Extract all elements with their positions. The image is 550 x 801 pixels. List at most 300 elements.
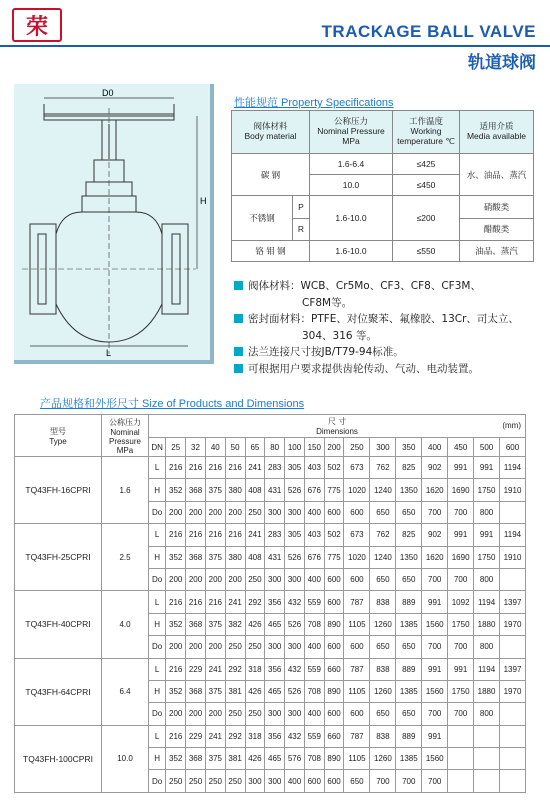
value-cell: 318 <box>245 658 265 680</box>
type-cell: TQ43FH-100CPRI <box>15 725 102 792</box>
value-cell: 673 <box>344 457 370 479</box>
media-cell: 硝酸类 醋酸类 <box>460 196 534 241</box>
value-cell: 559 <box>304 658 324 680</box>
dn-cell: 40 <box>205 438 225 457</box>
page-title-en: TRACKAGE BALL VALVE <box>321 22 536 41</box>
value-cell: 216 <box>225 457 245 479</box>
value-cell: 400 <box>304 568 324 590</box>
value-cell: 1690 <box>448 479 474 501</box>
type-cell: TQ43FH-16CPRI <box>15 457 102 524</box>
h-label: H <box>200 196 207 206</box>
value-cell: 229 <box>186 658 206 680</box>
feature-list <box>234 278 519 377</box>
value-cell: 526 <box>285 680 305 702</box>
company-logo: 荣 <box>12 8 62 42</box>
value-cell: 800 <box>474 636 500 658</box>
value-cell: 216 <box>186 524 206 546</box>
value-cell: 300 <box>265 703 285 725</box>
value-cell: 426 <box>245 613 265 635</box>
row-label: H <box>149 546 166 568</box>
value-cell: 216 <box>186 457 206 479</box>
value-cell: 902 <box>422 524 448 546</box>
value-cell: 200 <box>166 703 186 725</box>
value-cell: 600 <box>344 568 370 590</box>
value-cell: 650 <box>344 770 370 792</box>
value-cell: 368 <box>186 546 206 568</box>
value-cell: 1385 <box>396 748 422 770</box>
value-cell: 368 <box>186 748 206 770</box>
dn-cell: 25 <box>166 438 186 457</box>
value-cell: 708 <box>304 613 324 635</box>
value-cell: 300 <box>265 501 285 523</box>
value-cell: 292 <box>245 591 265 613</box>
value-cell: 352 <box>166 748 186 770</box>
type-cell: TQ43FH-64CPRI <box>15 658 102 725</box>
value-cell: 426 <box>245 748 265 770</box>
dn-cell: 65 <box>245 438 265 457</box>
value-cell <box>500 748 526 770</box>
value-cell: 216 <box>166 591 186 613</box>
value-cell <box>474 725 500 747</box>
dn-cell: 80 <box>265 438 285 457</box>
value-cell: 300 <box>285 568 305 590</box>
value-cell: 200 <box>205 703 225 725</box>
value-cell: 787 <box>344 591 370 613</box>
value-cell: 241 <box>245 524 265 546</box>
value-cell: 229 <box>186 725 206 747</box>
list-item: 法兰连接尺寸按JB/T79-94标准。 <box>234 344 519 361</box>
value-cell: 1910 <box>500 546 526 568</box>
value-cell: 700 <box>422 770 448 792</box>
table-row <box>15 725 526 747</box>
value-cell: 1260 <box>370 748 396 770</box>
dn-cell: 600 <box>500 438 526 457</box>
value-cell: 991 <box>474 457 500 479</box>
pressure-cell: 1.6-10.0 <box>310 196 393 241</box>
temp-cell: ≤550 <box>393 241 460 262</box>
prop-header-pressure: 公称压力 Nominal Pressure MPa <box>310 111 393 154</box>
value-cell: 1750 <box>474 546 500 568</box>
value-cell: 465 <box>265 680 285 702</box>
dn-cell: 150 <box>304 438 324 457</box>
row-label: L <box>149 457 166 479</box>
valve-drawing <box>14 84 210 360</box>
value-cell: 890 <box>324 680 344 702</box>
value-cell: 380 <box>225 479 245 501</box>
dn-cell: 350 <box>396 438 422 457</box>
value-cell: 559 <box>304 725 324 747</box>
value-cell: 352 <box>166 680 186 702</box>
value-cell: 200 <box>186 501 206 523</box>
type-header: 型号 Type <box>15 415 102 457</box>
value-cell: 200 <box>166 568 186 590</box>
value-cell: 305 <box>285 524 305 546</box>
list-item: 304、316 等。 <box>302 329 377 342</box>
value-cell: 375 <box>205 613 225 635</box>
value-cell: 825 <box>396 524 422 546</box>
value-cell: 375 <box>205 479 225 501</box>
value-cell <box>500 770 526 792</box>
row-label: L <box>149 524 166 546</box>
bullet-icon <box>234 364 243 373</box>
row-label: Do <box>149 501 166 523</box>
list-item: 密封面材料：PTFE、对位聚苯、氟橡胶、13Cr、司太立、 <box>234 311 519 328</box>
value-cell: 600 <box>324 501 344 523</box>
value-cell: 1194 <box>474 658 500 680</box>
value-cell: 1880 <box>474 680 500 702</box>
value-cell: 1750 <box>474 479 500 501</box>
value-cell: 300 <box>265 770 285 792</box>
value-cell: 700 <box>448 703 474 725</box>
material-carbon: 碳 钢 <box>232 154 310 196</box>
value-cell: 1560 <box>422 613 448 635</box>
value-cell <box>474 748 500 770</box>
value-cell: 700 <box>422 636 448 658</box>
value-cell: 700 <box>422 501 448 523</box>
value-cell: 408 <box>245 546 265 568</box>
value-cell: 1385 <box>396 613 422 635</box>
row-label: Do <box>149 636 166 658</box>
value-cell: 356 <box>265 591 285 613</box>
dn-cell: 32 <box>186 438 206 457</box>
value-cell: 700 <box>448 501 474 523</box>
property-section-title: 性能规范 Property Specifications <box>234 97 394 109</box>
value-cell: 700 <box>422 568 448 590</box>
value-cell: 1350 <box>396 546 422 568</box>
value-cell <box>500 501 526 523</box>
value-cell: 700 <box>370 770 396 792</box>
value-cell: 1750 <box>448 613 474 635</box>
dn-cell: 450 <box>448 438 474 457</box>
value-cell: 600 <box>324 568 344 590</box>
value-cell: 1240 <box>370 479 396 501</box>
property-table <box>231 110 534 262</box>
dn-cell: 100 <box>285 438 305 457</box>
value-cell: 889 <box>396 725 422 747</box>
value-cell: 381 <box>225 680 245 702</box>
value-cell <box>500 725 526 747</box>
value-cell: 762 <box>370 524 396 546</box>
value-cell: 526 <box>285 613 305 635</box>
value-cell: 676 <box>304 546 324 568</box>
value-cell: 200 <box>205 501 225 523</box>
value-cell: 216 <box>205 524 225 546</box>
value-cell: 1970 <box>500 613 526 635</box>
value-cell <box>500 568 526 590</box>
value-cell: 762 <box>370 457 396 479</box>
value-cell: 200 <box>205 568 225 590</box>
dimensions-header: 尺 寸 Dimensions (mm) <box>149 415 526 438</box>
value-cell: 250 <box>245 568 265 590</box>
value-cell: 1910 <box>500 479 526 501</box>
value-cell: 403 <box>304 457 324 479</box>
value-cell: 991 <box>422 658 448 680</box>
value-cell: 250 <box>225 636 245 658</box>
value-cell: 216 <box>166 725 186 747</box>
list-item: 阀体材料：WCB、Cr5Mo、CF3、CF8、CF3M、 <box>234 278 519 295</box>
value-cell <box>500 636 526 658</box>
value-cell <box>474 770 500 792</box>
value-cell: 283 <box>265 524 285 546</box>
value-cell: 1397 <box>500 591 526 613</box>
value-cell: 382 <box>225 613 245 635</box>
value-cell: 200 <box>166 636 186 658</box>
value-cell: 991 <box>448 658 474 680</box>
value-cell: 375 <box>205 546 225 568</box>
value-cell: 1620 <box>422 546 448 568</box>
value-cell: 650 <box>370 501 396 523</box>
row-label: Do <box>149 770 166 792</box>
value-cell: 700 <box>448 636 474 658</box>
value-cell: 305 <box>285 457 305 479</box>
value-cell: 250 <box>245 703 265 725</box>
temp-cell: ≤450 <box>393 175 460 196</box>
value-cell: 708 <box>304 748 324 770</box>
value-cell: 352 <box>166 613 186 635</box>
pressure-cell: 10.0 <box>310 175 393 196</box>
value-cell: 400 <box>285 770 305 792</box>
material-alloy: 铬 钼 钢 <box>232 241 310 262</box>
value-cell: 890 <box>324 748 344 770</box>
table-row <box>15 591 526 613</box>
value-cell: 1750 <box>448 680 474 702</box>
value-cell: 600 <box>304 770 324 792</box>
page-title-cn: 轨道球阀 <box>468 53 536 73</box>
value-cell: 787 <box>344 725 370 747</box>
value-cell: 1240 <box>370 546 396 568</box>
value-cell: 559 <box>304 591 324 613</box>
value-cell: 650 <box>396 636 422 658</box>
value-cell: 700 <box>448 568 474 590</box>
value-cell: 250 <box>166 770 186 792</box>
value-cell: 991 <box>474 524 500 546</box>
material-stainless: 不锈钢 P R <box>232 196 310 241</box>
bullet-icon <box>234 281 243 290</box>
value-cell: 1092 <box>448 591 474 613</box>
value-cell: 250 <box>225 703 245 725</box>
value-cell: 431 <box>265 546 285 568</box>
value-cell: 1194 <box>500 457 526 479</box>
value-cell: 800 <box>474 501 500 523</box>
value-cell: 889 <box>396 658 422 680</box>
dn-cell: 500 <box>474 438 500 457</box>
value-cell <box>448 770 474 792</box>
value-cell: 465 <box>265 613 285 635</box>
value-cell: 375 <box>205 680 225 702</box>
row-label: Do <box>149 568 166 590</box>
value-cell: 426 <box>245 680 265 702</box>
value-cell: 200 <box>166 501 186 523</box>
value-cell: 600 <box>324 770 344 792</box>
temp-cell: ≤200 <box>393 196 460 241</box>
value-cell: 1385 <box>396 680 422 702</box>
value-cell: 991 <box>422 591 448 613</box>
value-cell: 352 <box>166 546 186 568</box>
type-cell: TQ43FH-40CPRI <box>15 591 102 658</box>
value-cell: 1194 <box>500 524 526 546</box>
pressure-cell: 2.5 <box>102 524 149 591</box>
value-cell: 216 <box>166 457 186 479</box>
row-label: L <box>149 725 166 747</box>
value-cell: 838 <box>370 658 396 680</box>
value-cell: 292 <box>225 725 245 747</box>
value-cell: 216 <box>166 524 186 546</box>
value-cell: 1880 <box>474 613 500 635</box>
value-cell: 526 <box>285 479 305 501</box>
pressure-header: 公称压力 Nominal Pressure MPa <box>102 415 149 457</box>
value-cell: 250 <box>225 770 245 792</box>
value-cell: 1560 <box>422 748 448 770</box>
value-cell: 890 <box>324 613 344 635</box>
value-cell: 250 <box>205 770 225 792</box>
value-cell: 600 <box>324 636 344 658</box>
value-cell: 200 <box>205 636 225 658</box>
value-cell: 650 <box>370 568 396 590</box>
value-cell: 526 <box>285 546 305 568</box>
row-label: H <box>149 680 166 702</box>
value-cell: 375 <box>205 748 225 770</box>
value-cell: 200 <box>225 568 245 590</box>
value-cell: 889 <box>396 591 422 613</box>
value-cell <box>500 703 526 725</box>
value-cell <box>448 748 474 770</box>
value-cell: 300 <box>265 568 285 590</box>
value-cell: 1105 <box>344 748 370 770</box>
value-cell: 1397 <box>500 658 526 680</box>
value-cell: 600 <box>324 703 344 725</box>
row-label: H <box>149 479 166 501</box>
dn-label: DN <box>149 438 166 457</box>
value-cell: 241 <box>205 658 225 680</box>
dn-cell: 250 <box>344 438 370 457</box>
dn-cell: 300 <box>370 438 396 457</box>
row-label: H <box>149 613 166 635</box>
temp-cell: ≤425 <box>393 154 460 175</box>
value-cell: 576 <box>285 748 305 770</box>
pressure-cell: 1.6 <box>102 457 149 524</box>
value-cell: 403 <box>304 524 324 546</box>
value-cell: 368 <box>186 680 206 702</box>
prop-header-temperature: 工作温度 Working temperature ℃ <box>393 111 460 154</box>
media-cell: 水、油品、蒸汽 <box>460 154 534 196</box>
list-item: 可根据用户要求提供齿轮传动、气动、电动装置。 <box>234 361 519 378</box>
bullet-icon <box>234 314 243 323</box>
value-cell: 502 <box>324 524 344 546</box>
prop-header-media: 适用介质 Media available <box>460 111 534 154</box>
value-cell: 408 <box>245 479 265 501</box>
row-label: Do <box>149 703 166 725</box>
dn-cell: 50 <box>225 438 245 457</box>
pressure-cell: 4.0 <box>102 591 149 658</box>
value-cell: 200 <box>186 636 206 658</box>
value-cell: 991 <box>448 524 474 546</box>
value-cell: 650 <box>396 568 422 590</box>
value-cell: 432 <box>285 591 305 613</box>
value-cell: 1020 <box>344 479 370 501</box>
table-row <box>15 457 526 479</box>
value-cell: 250 <box>245 636 265 658</box>
value-cell: 600 <box>344 703 370 725</box>
bullet-icon <box>234 347 243 356</box>
value-cell: 216 <box>225 524 245 546</box>
type-cell: TQ43FH-25CPRI <box>15 524 102 591</box>
value-cell: 1105 <box>344 613 370 635</box>
value-cell: 250 <box>186 770 206 792</box>
dn-cell: 200 <box>324 438 344 457</box>
value-cell: 838 <box>370 725 396 747</box>
d0-label: D0 <box>102 88 114 98</box>
value-cell: 200 <box>186 568 206 590</box>
media-cell: 油品、蒸汽 <box>460 241 534 262</box>
value-cell: 283 <box>265 457 285 479</box>
header-rule <box>0 45 550 47</box>
value-cell: 676 <box>304 479 324 501</box>
value-cell: 1560 <box>422 680 448 702</box>
value-cell: 356 <box>265 658 285 680</box>
value-cell: 250 <box>245 501 265 523</box>
value-cell: 775 <box>324 546 344 568</box>
value-cell: 1105 <box>344 680 370 702</box>
value-cell: 241 <box>245 457 265 479</box>
prop-header-material: 阀体材料 Body material <box>232 111 310 154</box>
value-cell: 431 <box>265 479 285 501</box>
value-cell: 650 <box>396 501 422 523</box>
row-label: L <box>149 591 166 613</box>
value-cell: 200 <box>225 501 245 523</box>
value-cell: 1194 <box>474 591 500 613</box>
l-label: L <box>106 348 112 358</box>
value-cell: 352 <box>166 479 186 501</box>
value-cell: 400 <box>304 501 324 523</box>
value-cell: 200 <box>186 703 206 725</box>
value-cell: 991 <box>448 457 474 479</box>
pressure-cell: 1.6-10.0 <box>310 241 393 262</box>
list-item: CF8M等。 <box>302 296 353 309</box>
dimensions-table <box>14 414 526 793</box>
value-cell: 502 <box>324 457 344 479</box>
valve-drawing-panel <box>14 84 214 364</box>
value-cell: 708 <box>304 680 324 702</box>
value-cell: 787 <box>344 658 370 680</box>
value-cell: 216 <box>205 457 225 479</box>
dimensions-section-title: 产品规格和外形尺寸 Size of Products and Dimensions <box>40 398 305 410</box>
value-cell: 1020 <box>344 546 370 568</box>
value-cell: 650 <box>370 636 396 658</box>
value-cell: 241 <box>225 591 245 613</box>
value-cell: 600 <box>344 636 370 658</box>
value-cell: 300 <box>285 501 305 523</box>
value-cell: 902 <box>422 457 448 479</box>
value-cell: 660 <box>324 658 344 680</box>
value-cell: 1260 <box>370 680 396 702</box>
value-cell: 368 <box>186 479 206 501</box>
value-cell: 838 <box>370 591 396 613</box>
value-cell: 650 <box>370 703 396 725</box>
pressure-cell: 6.4 <box>102 658 149 725</box>
value-cell: 400 <box>304 636 324 658</box>
value-cell: 465 <box>265 748 285 770</box>
value-cell: 381 <box>225 748 245 770</box>
unit-label: (mm) <box>502 421 521 430</box>
value-cell: 991 <box>422 725 448 747</box>
value-cell: 292 <box>225 658 245 680</box>
value-cell: 600 <box>324 591 344 613</box>
value-cell: 673 <box>344 524 370 546</box>
value-cell: 400 <box>304 703 324 725</box>
value-cell: 300 <box>285 636 305 658</box>
value-cell: 1620 <box>422 479 448 501</box>
value-cell: 700 <box>422 703 448 725</box>
